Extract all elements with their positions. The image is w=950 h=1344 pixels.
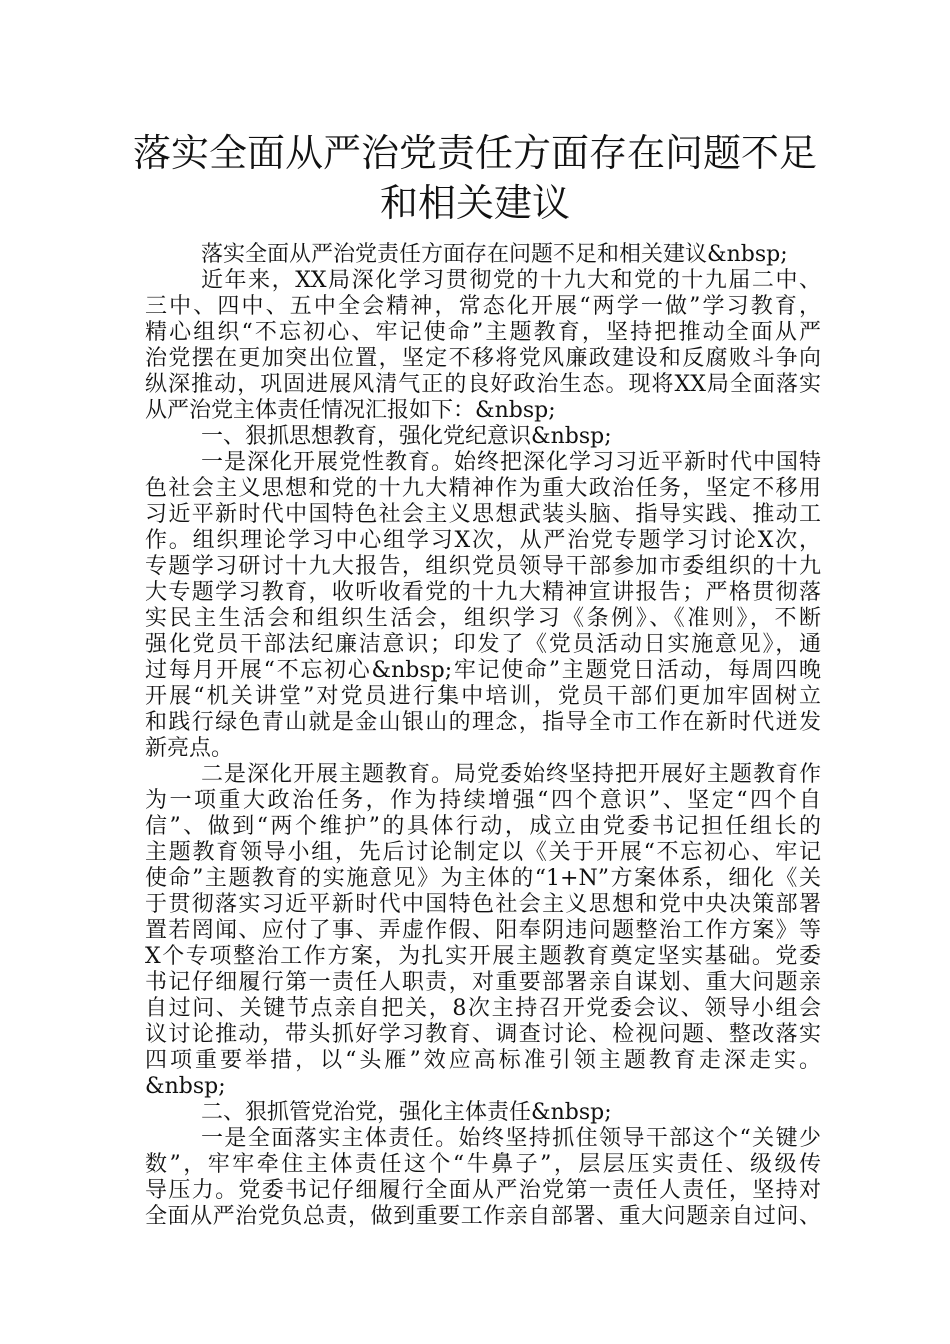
- body-line: X个专项整治工作方案，为扎实开展主题教育奠定坚实基础。党委: [145, 944, 821, 969]
- body-line: 全面从严治党负总责，做到重要工作亲自部署、重大问题亲自过问、: [145, 1204, 821, 1229]
- body-line: 专题学习研讨十九大报告，组织党员领导干部参加市委组织的十九: [145, 554, 821, 579]
- body-line: 新亮点。: [145, 736, 234, 761]
- body-line: 纵深推动，巩固进展风清气正的良好政治生态。现将XX局全面落实: [145, 372, 821, 397]
- body-line: 置若罔闻、应付了事、弄虚作假、阳奉阴违问题整治工作方案》等: [145, 918, 821, 943]
- body-line: 一是深化开展党性教育。始终把深化学习习近平新时代中国特: [201, 450, 821, 475]
- body-line: 为一项重大政治任务，作为持续增强“四个意识”、坚定“四个自: [145, 788, 821, 813]
- body-line: 四项重要举措，以“头雁”效应高标准引领主题教育走深走实。: [145, 1048, 821, 1073]
- body-line: 自过问、关键节点亲自把关，8次主持召开党委会议、领导小组会: [145, 996, 821, 1021]
- body-line: 过每月开展“不忘初心&nbsp;牢记使命”主题党日活动，每周四晚: [145, 658, 821, 683]
- body-line: &nbsp;: [145, 1074, 226, 1099]
- document-title-line-2: 和相关建议: [379, 181, 570, 225]
- document-title-line-1: 落实全面从严治党责任方面存在问题不足: [132, 131, 817, 175]
- body-line: 议讨论推动，带头抓好学习教育、调查讨论、检视问题、整改落实: [145, 1022, 821, 1047]
- document-body: [145, 242, 821, 1230]
- body-line: 色社会主义思想和党的十九大精神作为重大政治任务，坚定不移用: [145, 476, 821, 501]
- body-line: 一是全面落实主体责任。始终坚持抓住领导干部这个“关键少: [201, 1126, 821, 1151]
- body-line: 数”，牢牢牵住主体责任这个“牛鼻子”，层层压实责任、级级传: [145, 1152, 821, 1177]
- body-line: 书记仔细履行第一责任人职责，对重要部署亲自谋划、重大问题亲: [145, 970, 821, 995]
- body-line: 作。组织理论学习中心组学习X次，从严治党专题学习讨论X次，: [145, 528, 821, 553]
- body-line: 大专题学习教育，收听收看党的十九大精神宣讲报告；严格贯彻落: [145, 580, 821, 605]
- body-line: 精心组织“不忘初心、牢记使命”主题教育，坚持把推动全面从严: [145, 320, 821, 345]
- body-line: 开展“机关讲堂”对党员进行集中培训，党员干部们更加牢固树立: [145, 684, 821, 709]
- body-line: 二是深化开展主题教育。局党委始终坚持把开展好主题教育作: [201, 762, 821, 787]
- body-line: 于贯彻落实习近平新时代中国特色社会主义思想和党中央决策部署: [145, 892, 821, 917]
- body-line: 落实全面从严治党责任方面存在问题不足和相关建议&nbsp;: [201, 242, 788, 267]
- body-line: 三中、四中、五中全会精神，常态化开展“两学一做”学习教育，: [145, 294, 821, 319]
- body-line: 使命”主题教育的实施意见》为主体的“1+N”方案体系，细化《关: [145, 866, 821, 891]
- body-line: 和践行绿色青山就是金山银山的理念，指导全市工作在新时代迸发: [145, 710, 821, 735]
- body-line: 二、狠抓管党治党，强化主体责任&nbsp;: [201, 1100, 612, 1125]
- body-line: 一、狠抓思想教育，强化党纪意识&nbsp;: [201, 424, 612, 449]
- body-line: 导压力。党委书记仔细履行全面从严治党第一责任人责任，坚持对: [145, 1178, 821, 1203]
- body-line: 信”、做到“两个维护”的具体行动，成立由党委书记担任组长的: [145, 814, 821, 839]
- body-line: 治党摆在更加突出位置，坚定不移将党风廉政建设和反腐败斗争向: [145, 346, 821, 371]
- body-line: 强化党员干部法纪廉洁意识；印发了《党员活动日实施意见》，通: [145, 632, 821, 657]
- body-line: 习近平新时代中国特色社会主义思想武装头脑、指导实践、推动工: [145, 502, 821, 527]
- body-line: 从严治党主体责任情况汇报如下：&nbsp;: [145, 398, 556, 423]
- body-line: 近年来，XX局深化学习贯彻党的十九大和党的十九届二中、: [201, 268, 821, 293]
- body-line: 主题教育领导小组，先后讨论制定以《关于开展“不忘初心、牢记: [145, 840, 821, 865]
- body-line: 实民主生活会和组织生活会，组织学习《条例》、《准则》，不断: [145, 606, 821, 631]
